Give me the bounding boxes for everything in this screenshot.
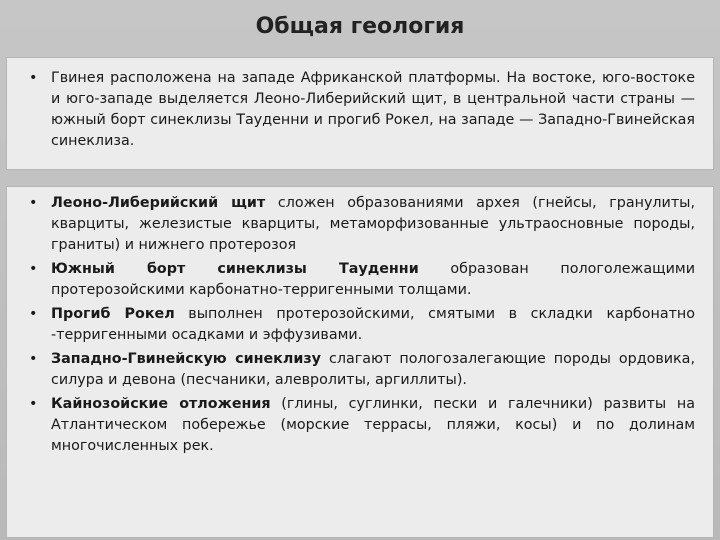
intro-panel [6,57,714,170]
details-list [7,187,713,457]
bullet-term: Леоно-Либерийский щит [51,195,266,211]
intro-list [7,58,713,152]
bullet-text: выполнен протерозойскими, смятыми в складки карбонатно -терригенными осадками и эффузивами. [51,306,696,343]
details-panel [6,186,714,538]
slide-title: Общая геология [255,14,465,39]
bullet-term: Южный борт синеклизы Тауденни [51,261,419,277]
bullet-text: образован пологолежащими протерозойскими карбонатно-терригенными толщами. [51,261,695,298]
bullet-term: Прогиб Рокел [51,306,175,322]
intro-bullet: • Гвинея расположена на западе Африканской платформы. На востоке, юго-востоке и юго-западе выделяется Леоно-Либерийский щит, в центральной части страны — южный борт синеклизы Тауденни и прогиб Рокел, на западе — Западно-Гвинейская синеклиза. [7,68,713,152]
bullet-shield [7,193,713,256]
bullet-taoudeni [7,259,713,301]
bullet-text: (глины, суглинки, пески и галечники) развиты на Атлантическом побережье (морские террасы, пляжи, косы) и по долинам многочисленных рек. [51,396,695,454]
bullet-term: Кайнозойские отложения [51,396,271,412]
bullet-term: Западно-Гвинейскую синеклизу [51,351,321,367]
bullet-cenozoic [7,394,713,457]
bullet-text: слагают пологозалегающие породы ордовика, силура и девона (песчаники, алевролиты, аргиллиты). [51,351,695,388]
bullet-text: сложен образованиями архея (гнейсы, гранулиты, кварциты, железистые кварциты, метаморфизованные ультраосновные породы, граниты) и нижнего протерозоя [51,195,696,253]
bullet-rokel [7,304,713,346]
bullet-west-guinea [7,349,713,391]
